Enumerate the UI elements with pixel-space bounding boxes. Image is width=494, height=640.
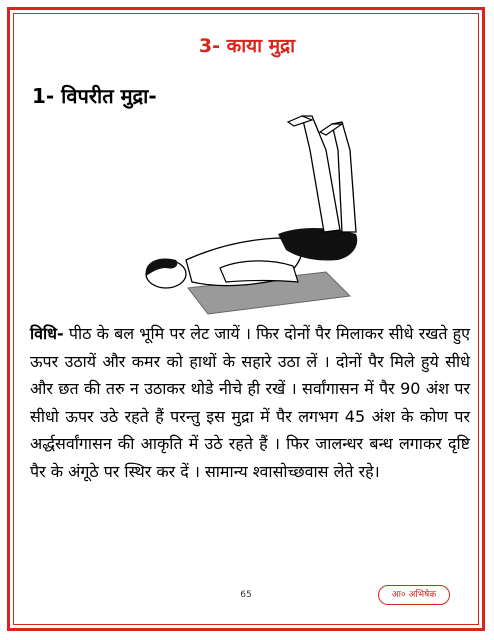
arm [220, 261, 298, 282]
section-heading: 1- विपरीत मुद्रा- [32, 84, 157, 108]
author-badge: आ० अभिषेक [378, 585, 450, 605]
person-lying-on-back-with-legs-raised-icon [128, 110, 368, 322]
page-title: 3- काया मुद्रा [198, 35, 296, 57]
page-number: 65 [240, 590, 252, 600]
instruction-lead: विधि- [30, 324, 64, 343]
instruction-text: पीठ के बल भूमि पर लेट जायें । फिर दोनों पैर मिलाकर सीधे रखते हुए ऊपर उठायें और कमर को हाथों के सहारे उठा लें । दोनों पैर मिले हुये सीधे और छत की तरु न उठाकर थोडे नीचे ही रखें । सर्वांगासन में पैर 90 अंश पर सीधो ऊपर उठे रहते हैं परन्तु इस मुद्रा में पैर लगभग 45 अंश के कोण पर अर्द्धसर्वांगासन की आकृति में उठे रहते हैं । फिर जालन्धर बन्ध लगाकर दृष्टि पैर के अंगूठे पर स्थिर कर दें । सामान्य श्वासोच्छवास लेते रहे। [30, 324, 470, 481]
instruction-paragraph [30, 320, 470, 485]
